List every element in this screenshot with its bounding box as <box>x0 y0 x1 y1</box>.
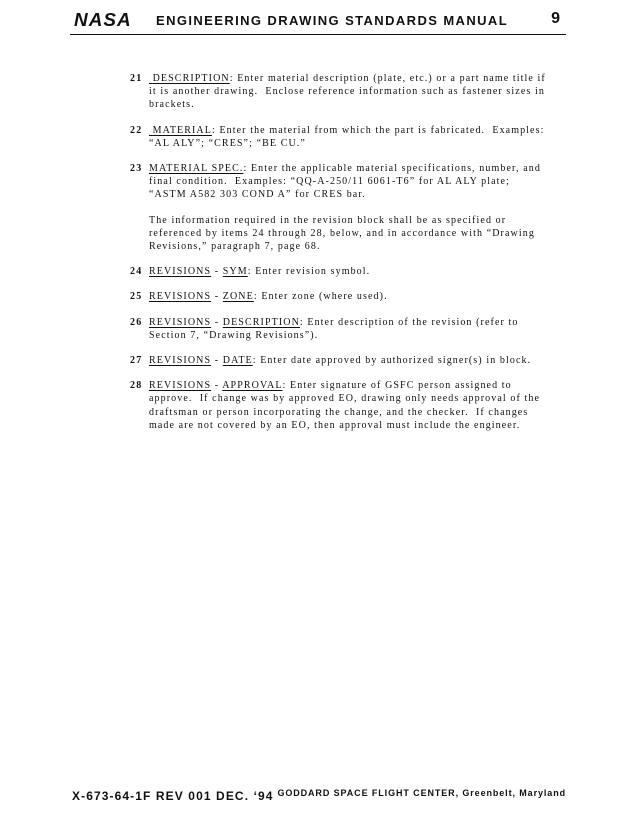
item-number: 22 <box>130 124 143 136</box>
item-label: DESCRIPTION <box>149 73 230 84</box>
item-28 <box>130 379 560 432</box>
document-body <box>130 72 560 444</box>
item-text-line <box>149 379 560 392</box>
item-text-line <box>149 265 560 278</box>
item-number: 28 <box>130 380 143 392</box>
item-text: : Enter description of the revision (refer to <box>299 316 519 328</box>
item-text-line <box>149 162 560 175</box>
item-label: ZONE <box>222 291 254 303</box>
item-text: : Enter material description (plate, etc.) or a part name title if <box>229 73 546 84</box>
note-line: Revisions,” paragraph 7, page 68. <box>149 241 321 253</box>
item-text-line <box>149 124 560 137</box>
item-25 <box>130 290 560 303</box>
item-number: 23 <box>130 163 143 175</box>
item-label: SYM <box>222 266 248 278</box>
item-text-line <box>149 72 560 85</box>
label-separator: - <box>211 266 223 278</box>
item-24 <box>130 265 560 278</box>
item-22 <box>130 124 560 150</box>
item-text-line <box>149 290 560 303</box>
document-number: X-673-64-1F REV 001 DEC. ‘94 <box>72 789 274 803</box>
item-text-line: it is another drawing. Enclose reference information such as fastener sizes in <box>149 86 545 98</box>
revisions-prefix: REVISIONS <box>149 316 212 328</box>
page-number: 9 <box>551 10 560 27</box>
item-text: : Enter the applicable material specifications, number, and <box>243 163 541 175</box>
page-header <box>70 10 566 35</box>
revisions-prefix: REVISIONS <box>149 266 212 278</box>
item-label: APPROVAL <box>222 380 283 392</box>
nasa-logo: NASA <box>74 10 132 30</box>
item-23 <box>130 162 560 202</box>
item-text-line <box>149 316 560 329</box>
revisions-prefix: REVISIONS <box>149 291 212 303</box>
item-number: 24 <box>130 266 143 278</box>
item-26 <box>130 316 560 342</box>
note-line: The information required in the revision block shall be as specified or <box>149 214 507 226</box>
item-label: MATERIAL <box>149 124 212 136</box>
item-number: 26 <box>130 316 143 328</box>
organization-name: GODDARD SPACE FLIGHT CENTER, Greenbelt, Maryland <box>277 788 566 798</box>
note-line: referenced by items 24 through 28, below, and in accordance with “Drawing <box>149 227 535 239</box>
label-separator: - <box>211 355 223 367</box>
page-footer <box>72 787 566 805</box>
item-text-line: “AL ALY”; “CRES”; “BE CU.” <box>149 137 306 149</box>
item-text-line: made are not covered by an EO, then approval must include the engineer. <box>149 419 521 431</box>
item-text: : Enter zone (where used). <box>253 291 388 303</box>
item-text-line: Section 7, “Drawing Revisions”). <box>149 329 319 341</box>
manual-title: ENGINEERING DRAWING STANDARDS MANUAL <box>156 13 509 28</box>
item-text-line: approve. If change was by approved EO, drawing only needs approval of the <box>149 393 541 405</box>
item-text: : Enter date approved by authorized signer(s) in block. <box>252 355 532 367</box>
item-text: : Enter signature of GSFC person assigned to <box>282 380 512 392</box>
item-number: 21 <box>130 73 143 84</box>
label-separator: - <box>211 291 223 303</box>
revisions-prefix: REVISIONS <box>149 380 212 392</box>
item-text: : Enter revision symbol. <box>247 266 371 278</box>
item-text-line: “ASTM A582 303 COND A” for CRES bar. <box>149 189 366 201</box>
item-label: MATERIAL SPEC. <box>149 163 244 175</box>
item-label: DATE <box>222 355 253 367</box>
revisions-prefix: REVISIONS <box>149 355 212 367</box>
item-27 <box>130 354 560 367</box>
item-text-line <box>149 354 560 367</box>
item-number: 27 <box>130 355 143 367</box>
item-number: 25 <box>130 291 143 303</box>
item-21 <box>130 72 560 112</box>
item-text-line: draftsman or person incorporating the change, and the checker. If changes <box>149 406 529 418</box>
item-text-line: brackets. <box>149 99 195 111</box>
label-separator: - <box>211 380 223 392</box>
item-label: DESCRIPTION <box>222 316 300 328</box>
item-text: : Enter the material from which the part is fabricated. Examples: <box>211 124 545 136</box>
label-separator: - <box>211 316 223 328</box>
revision-block-note <box>130 214 560 254</box>
item-text-line: final condition. Examples: “QQ-A-250/11 6061-T6” for AL ALY plate; <box>149 176 510 188</box>
